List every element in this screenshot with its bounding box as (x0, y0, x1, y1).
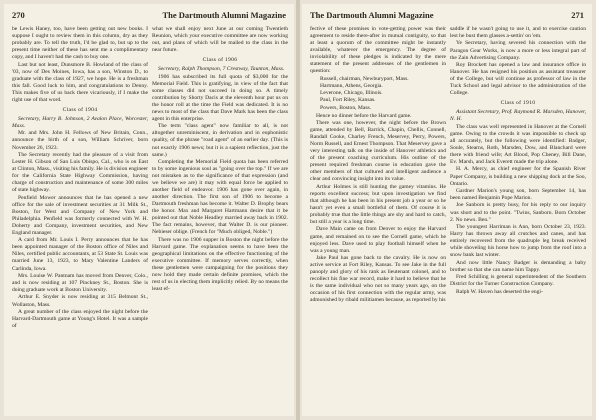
running-head-left (12, 10, 286, 22)
list-item: Russell, chairman, Newburyport, Mass. (320, 76, 409, 83)
name-list (320, 76, 446, 111)
paragraph: Arthur Holmes is still hunting the gamey vitamins. He reports excellent success; but upon investigation we find that although he has been in his present job a year or so he hasn't yet even a small bottleful of them. Of course it is probably true that the little things are shy and hard to catch, but still a year is a long time. (310, 183, 446, 226)
running-title: The Dartmouth Alumni Magazine (310, 10, 434, 20)
list-item: Hartmann, Athens, Georgia. (320, 83, 383, 90)
paragraph: Jake Paul has gone back to the cavalry. He is now on active service at Fort Riley, Kansas. To see Jake in the full panoply and glory of his rank as lieutenant colonel, and to recollect his fine war record, make it hard to believe that he is the same individual who not so many years ago, on the occasion of his first connection with the regular army, was admonished by ribald militiamen because, as reported by his (310, 255, 446, 304)
class-heading: Class of 1904 (62, 106, 98, 113)
right-column-2 (450, 26, 586, 412)
paragraph: The Secretary recently had the pleasure of a visit from Lester H. Gibson of San Luis Obispo, Cal., who is on East at Clinton, Mass., visiting his family. He is division engineer for the California State Highway Commission, having charge of construction and maintenance of some 300 miles of state highway. (12, 151, 148, 194)
paragraph: Gardner Marion's young son, born September 14, has been named Benjamin Pope Marion. (450, 187, 586, 202)
right-column-1 (310, 26, 446, 412)
paragraph: A card from Mr. Louis I. Perry announces that he has been appointed manager of the Boston office of Niles and Niles, certified public accountants, at 53 State St. Louis was married June 13, 1923, to Mary Valentine Landers of Carlinda, Iowa. (12, 237, 148, 272)
right-page (302, 4, 592, 416)
page-number: 271 (571, 10, 584, 20)
paragraph: There was one, however, the night before the Brown game, attended by Bell, Barrick, Chapin, Chellis, Connell, Randall Cooke, Charley French, Meservey, Perry, Powers, Norm Russell, and Ernest Thompson. That Meservey gave a very interesting talk on the inside of Hanover athletics and of the present coaching curriculum. His outline of the present required freshman course in education gave the other members of that cultured and intelligent audience a clear and convincing insight into its value. (310, 120, 446, 183)
paragraph: A great number of the class enjoyed the night before the Harvard-Dartmouth game at Young's Hotel. It was a sample of (12, 308, 148, 330)
paragraph: Penfield Mower announces that he has opened a new office for the sale of investment securities at 31 Milk St., Boston, for West and Company of New York and Philadelphia. Penfield was formerly connected with W. H. Doherty and Company, investment securities, and New England manager. (12, 194, 148, 236)
list-item: Leverone, Chicago, Illinois. (320, 90, 383, 97)
paragraph: Last but not least, Dunsmore B. Howland of the class of '03, now of Des Moines, Iowa, has a son, Winston D., to graduate with the class of 1927, we hope. He is a freshman this fall. Good luck to him, and congratulations to Denny. This makes five of us back there vicariously, if I make the right use of that word. (12, 61, 148, 103)
paragraph: 1906 has subscribed its full quota of $3,000 for the Memorial Field. This is gratifying, in view of the fact that some classes did not succeed in doing so. A timely contribution by Shorty Dacis at the eleventh hour put us on the honor roll at the time the Field was dedicated. It is no news to most of the class that Dave Mark has been the class agent in this enterprise. (152, 73, 288, 122)
paragraph: saddle if he wasn't going to use it, and to exercise caution lest he bust them glasses a-settin' on 'em. (450, 26, 586, 40)
list-item: Powers, Boston, Mass. (320, 104, 372, 111)
paragraph: Fred Schilling is general superintendent of the Southern District for the Turner Construction Company. (450, 274, 586, 288)
paragraph: Joe Sanborn is pretty busy, for his reply to our inquiry was short and to the point. "Twins, Sanborn. Born October 2. No news. Ben." (450, 202, 586, 223)
paragraph: Ye Secretary, having severed his connection with the Paragon Gear Works, is now a more or less integral part of the Zain Advertising Company. (450, 40, 586, 61)
paragraph: Hence no dinner before the Harvard game. (316, 112, 412, 119)
left-column-1 (12, 26, 148, 412)
paragraph: Mr. and Mrs. John H. Fellows of New Britain, Conn., announce the birth of a son, William Schriver, born November 26, 1923. (12, 130, 148, 151)
paragraph: be Lewis Haney, too, have been getting out new books. I suppose I ought to review them in this column, dry as they probably are. To tell the truth, I'd be glad to, but up to the present time neither of these has sent me a complimentary copy, and I haven't had the cash to buy one. (12, 26, 148, 61)
paragraph: Mrs. Louise W. Pantnam has moved from Denver, Colo., and is now residing at 107 Pinckney St., Boston. She is doing graduate work at Boston University. (12, 272, 148, 294)
paragraph: Dave Main came on from Denver to enjoy the Harvard game, and remained on to see the Cornell game, which he enjoyed less. Dave used to play football himself when he was a young man. (310, 226, 446, 254)
paragraph: There was no 1906 supper in Boston the night before the Harvard game. The explanation seems to have been the geographical limitations on the effective functioning of the executive committee. If memory serves correctly, when these gentlemen were campaigning for the positions they now hold they made certain definite promises, which the rest of us in electing them implicitly relied. By no means the least ef- (152, 236, 288, 293)
left-page (4, 4, 294, 416)
paragraph: The youngest Harriman is Ann, born October 23, 1923. Harry has thrown away all crutches and canes, and has entirely recovered from the quadruple leg break received while shoveling his horse how to jump from the roof into a snow bank last winter. (450, 224, 586, 259)
class-heading: Class of 1906 (202, 57, 238, 64)
paragraph: The term "class agent" now familiar to all, is not altogether unreminiscent, in derivation and in euphonistic quality, of the phrase "road agent" of an earlier day. (This is not exactly 1906 news; but it is a sapient reflection, just the same.) (152, 123, 288, 158)
paragraph: Completing the Memorial Field quota has been referred to by some ingenious soul as "going over the top." If we are not mistaken as to the significance of that expression (and we believe we are) it may with equal force be applied to another field of endeavor. 1906 has gone over again, in another direction. The first son of 1906 to become a Dartmouth freshman has become it. Walter D. Brophy bears the honor. Max and Margaret Hartmann desire that it be pointed out that Noble Headley married away back in 1902. The fact remains, however, that Walter D. is our pioneer. Nebieser oblige. (French for "Much obliged, Noble.") (152, 159, 288, 236)
left-column-2 (152, 26, 288, 412)
secretary-line: Assistant Secretary, Prof. Raymond R. Marsden, Hanover, N. H. (450, 109, 586, 123)
paragraph: what we shall enjoy next June at our coming Twentieth Reunion, which your executive committee are now working out, and plans of which will be mailed to the class in the near future. (152, 26, 288, 54)
running-title: The Dartmouth Alumni Magazine (162, 10, 286, 20)
paragraph: The class was well represented in Hanover at the Cornell game. Owing to the crowds it was impossible to check up all accurately, but the following were identified: Badger, Soule, Stearns, Roth, Marsden, Dow, and Blanchard were there with friend wife; Art Blood, Pop Cheney, Bill Dane, Ev. Marsh, and Jack Everett made the trip alone. (450, 123, 586, 166)
running-head-right (310, 10, 584, 22)
class-heading: Class of 1910 (500, 100, 536, 107)
paragraph: fective of these promises in vote-getting power was their agreement to reside there-after in mutual contiguity, so that at least a quorum of the committee might be instantly available, whatever the emergency. The degree of inviolability of these pledges is indicated by the mere statement of the present addresses of the gentlemen in question: (310, 26, 446, 75)
gutter (296, 0, 300, 420)
paragraph: Roy Brockett has opened a law and insurance office in Hanover. He has resigned his position as assistant treasurer of the College, but will continue as professor of law in the Tuck School and legal advisor to the administration of the College. (450, 62, 586, 97)
paragraph: And now little Nancy Badger is demanding a baby brother so that she can name him Tappy. (450, 259, 586, 273)
paragraph: H. A. Mercy, as chief engineer for the Spanish River Paper Company, is building a new shipping dock at the Soo, Ontario. (450, 166, 586, 187)
paragraph: Arthur E. Snyder is now residing at 315 Belmont St., Wollaston, Mass. (12, 294, 148, 308)
secretary-line: Secretary, Harry B. Johnson, 2 Avalon Place, Worcester, Mass. (12, 115, 148, 129)
page-number: 270 (12, 10, 25, 20)
secretary-line: Secretary, Ralph Thompson, 7 Crestway, Taunton, Mass. (158, 66, 285, 73)
list-item: Paul, Fort Riley, Kansas. (320, 97, 376, 104)
paragraph: Ralph W. Haven has deserted the engi- (456, 288, 543, 295)
